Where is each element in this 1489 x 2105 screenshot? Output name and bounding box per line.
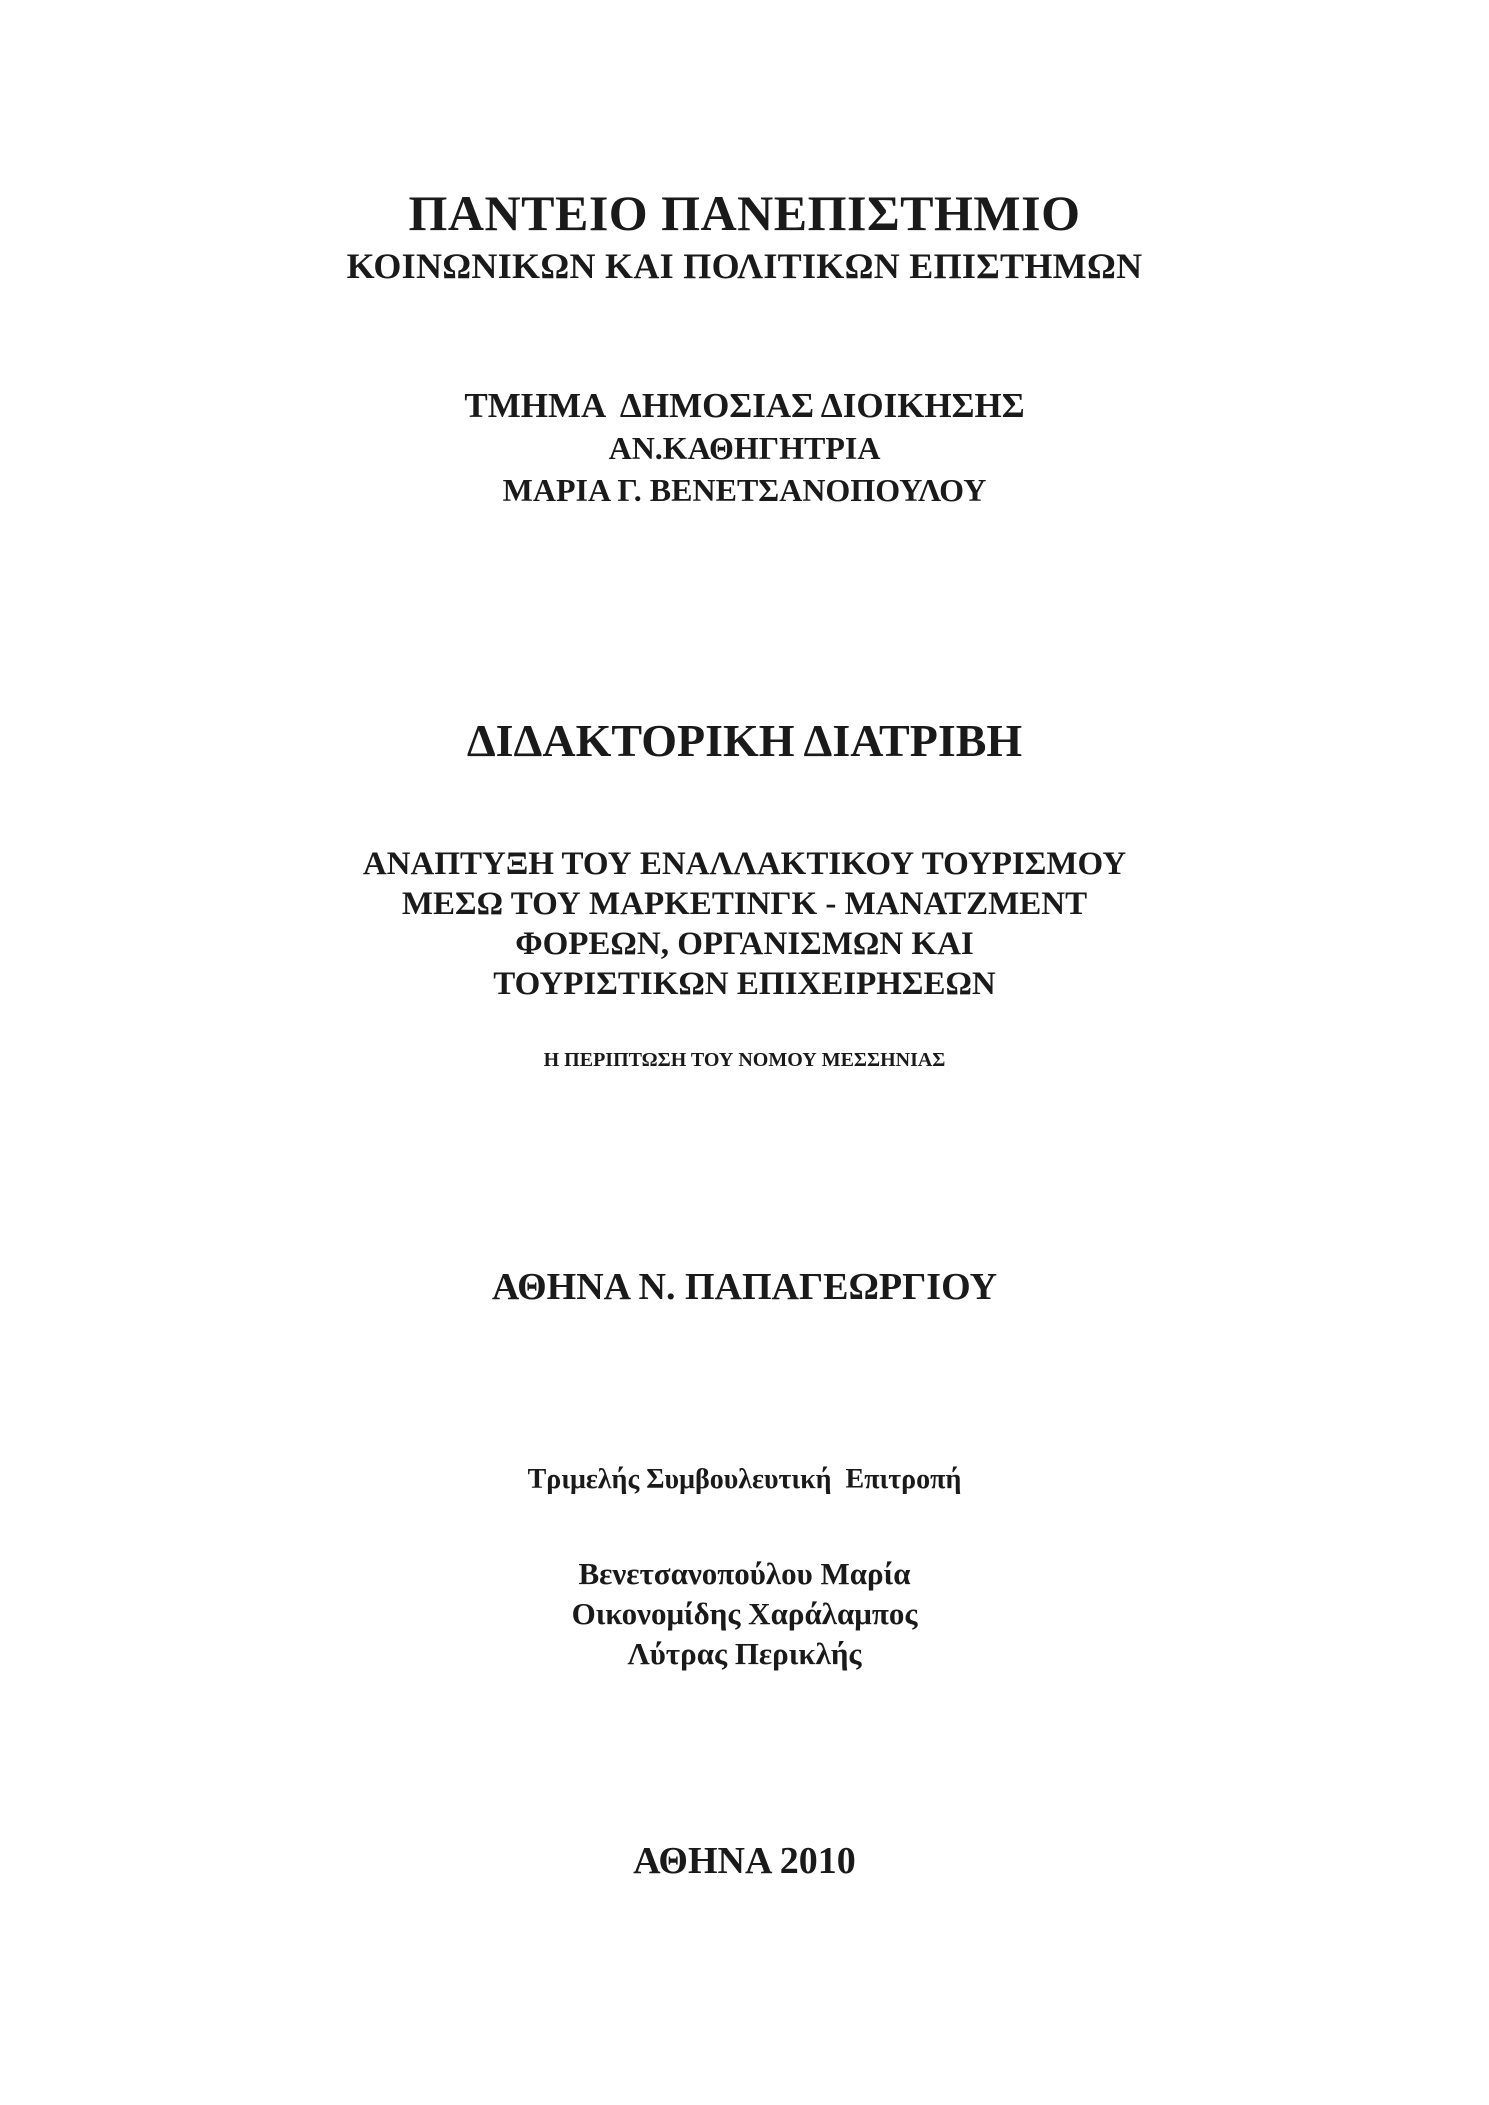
- committee-member: Λύτρας Περικλής: [627, 1636, 862, 1671]
- professor-title: ΑΝ.ΚΑΘΗΓΗΤΡΙΑ: [608, 430, 881, 466]
- professor-name: ΜΑΡΙΑ Γ. ΒΕΝΕΤΣΑΝΟΠΟΥΛΟΥ: [502, 472, 987, 508]
- document-type: ΔΙΔΑΚΤΟΡΙΚΗ ΔΙΑΤΡΙΒΗ: [466, 715, 1023, 766]
- thesis-title-line-4: ΤΟΥΡΙΣΤΙΚΩΝ ΕΠΙΧΕΙΡΗΣΕΩΝ: [493, 966, 996, 1002]
- committee-member: Βενετσανοπούλου Μαρία: [578, 1556, 911, 1591]
- university-subtitle: ΚΟΙΝΩΝΙΚΩΝ ΚΑΙ ΠΟΛΙΤΙΚΩΝ ΕΠΙΣΤΗΜΩΝ: [346, 246, 1143, 286]
- committee-member: Οικονομίδης Χαράλαμπος: [571, 1596, 918, 1631]
- place-and-year: ΑΘΗΝΑ 2010: [633, 1840, 856, 1882]
- case-study-subtitle: Η ΠΕΡΙΠΤΩΣΗ ΤΟΥ ΝΟΜΟΥ ΜΕΣΣΗΝΙΑΣ: [543, 1049, 946, 1071]
- thesis-title-line-2: ΜΕΣΩ ΤΟΥ ΜΑΡΚΕΤΙΝΓΚ - ΜΑΝΑΤΖΜΕΝΤ: [401, 886, 1088, 922]
- university-name: ΠΑΝΤΕΙΟ ΠΑΝΕΠΙΣΤΗΜΙΟ: [408, 185, 1081, 241]
- department-name: ΤΜΗΜΑ ΔΗΜΟΣΙΑΣ ΔΙΟΙΚΗΣΗΣ: [464, 386, 1025, 425]
- thesis-title-line-1: ΑΝΑΠΤΥΞΗ ΤΟΥ ΕΝΑΛΛΑΚΤΙΚΟΥ ΤΟΥΡΙΣΜΟΥ: [362, 846, 1127, 882]
- author-name: ΑΘΗΝΑ Ν. ΠΑΠΑΓΕΩΡΓΙΟΥ: [491, 1266, 998, 1308]
- committee-label: Τριμελής Συμβουλευτική Επιτροπή: [527, 1464, 962, 1495]
- thesis-title-line-3: ΦΟΡΕΩΝ, ΟΡΓΑΝΙΣΜΩΝ ΚΑΙ: [515, 926, 974, 962]
